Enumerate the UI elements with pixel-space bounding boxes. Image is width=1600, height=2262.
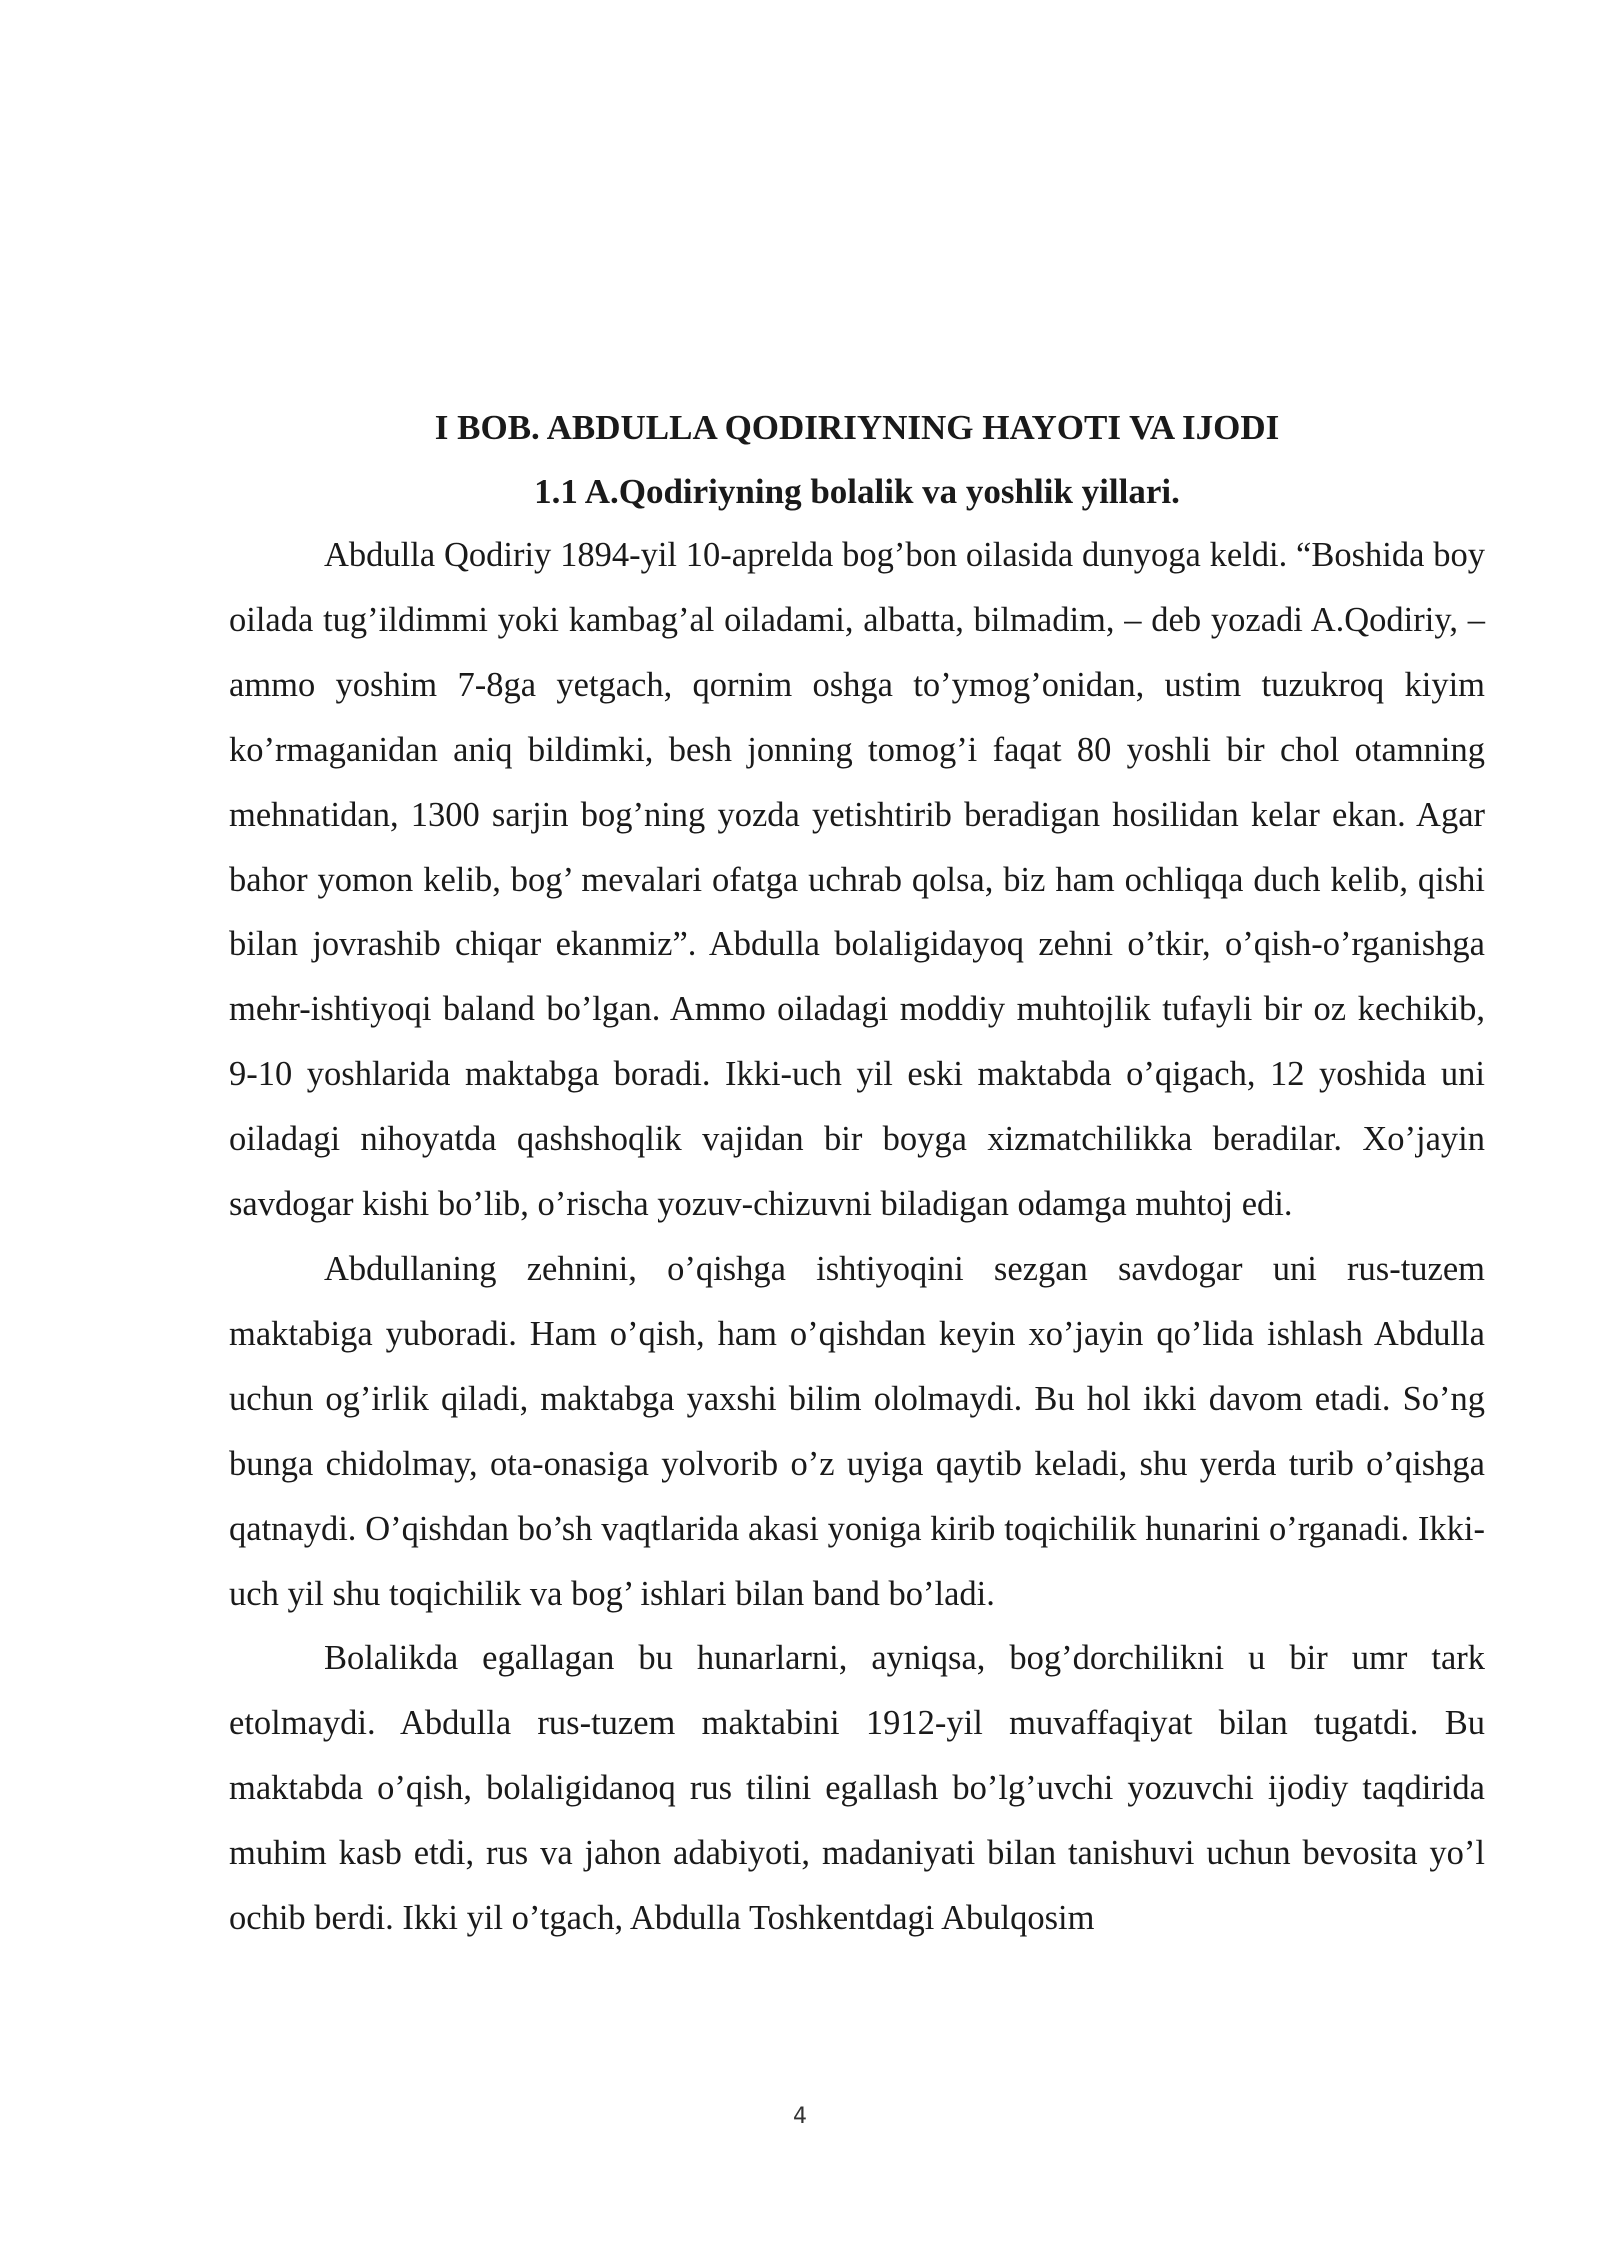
page-body bbox=[229, 405, 1485, 1951]
paragraph: Bolalikda egallagan bu hunarlarni, ayniqsa, bog’dorchilikni u bir umr tark etolmaydi. Abdulla rus-tuzem maktabini 1912-yil muvaffaqiyat bilan tugatdi. Bu maktabda o’qish, bolaligidanoq rus tilini egallash bo’lg’uvchi yozuvchi ijodiy taqdirida muhim kasb etdi, rus va jahon adabiyoti, madaniyati bilan tanishuvi uchun bevosita yo’l ochib berdi. Ikki yil o’tgach, Abdulla Toshkentdagi Abulqosim bbox=[229, 1639, 1485, 1938]
chapter-title: I BOB. ABDULLA QODIRIYNING HAYOTI VA IJODI bbox=[434, 408, 1280, 447]
page-number: 4 bbox=[793, 2104, 807, 2129]
section-title: 1.1 A.Qodiriyning bolalik va yoshlik yillari. bbox=[534, 472, 1180, 511]
paragraph: Abdulla Qodiriy 1894-yil 10-aprelda bog’bon oilasida dunyoga keldi. “Boshida boy oilada tug’ildimmi yoki kambag’al oiladami, albatta, bilmadim, – deb yozadi A.Qodiriy, – ammo yoshim 7-8ga yetgach, qornim oshga to’ymog’onidan, ustim tuzukroq kiyim ko’rmaganidan aniq bildimki, besh jonning tomog’i faqat 80 yoshli bir chol otamning mehnatidan, 1300 sarjin bog’ning yozda yetishtirib beradigan hosilidan kelar ekan. Agar bahor yomon kelib, bog’ mevalari ofatga uchrab qolsa, biz ham ochliqqa duch kelib, qishi bilan jovrashib chiqar ekanmiz”. Abdulla bolaligidayoq zehni o’tkir, o’qish-o’rganishga mehr-ishtiyoqi baland bo’lgan. Ammo oiladagi moddiy muhtojlik tufayli bir oz kechikib, 9-10 yoshlarida maktabga boradi. Ikki-uch yil eski maktabda o’qigach, 12 yoshida uni oiladagi nihoyatda qashshoqlik vajidan bir boyga xizmatchilikka beradilar. Xo’jayin savdogar kishi bo’lib, o’rischa yozuv-chizuvni biladigan odamga muhtoj edi. bbox=[229, 536, 1485, 1224]
paragraph: Abdullaning zehnini, o’qishga ishtiyoqini sezgan savdogar uni rus-tuzem maktabiga yuboradi. Ham o’qish, ham o’qishdan keyin xo’jayin qo’lida ishlash Abdulla uchun og’irlik qiladi, maktabga yaxshi bilim ololmaydi. Bu hol ikki davom etadi. So’ng bunga chidolmay, ota-onasiga yolvorib o’z uyiga qaytib keladi, shu yerda turib o’qishga qatnaydi. O’qishdan bo’sh vaqtlarida akasi yoniga kirib toqichilik hunarini o’rganadi. Ikki-uch yil shu toqichilik va bog’ ishlari bilan band bo’ladi. bbox=[229, 1249, 1485, 1613]
